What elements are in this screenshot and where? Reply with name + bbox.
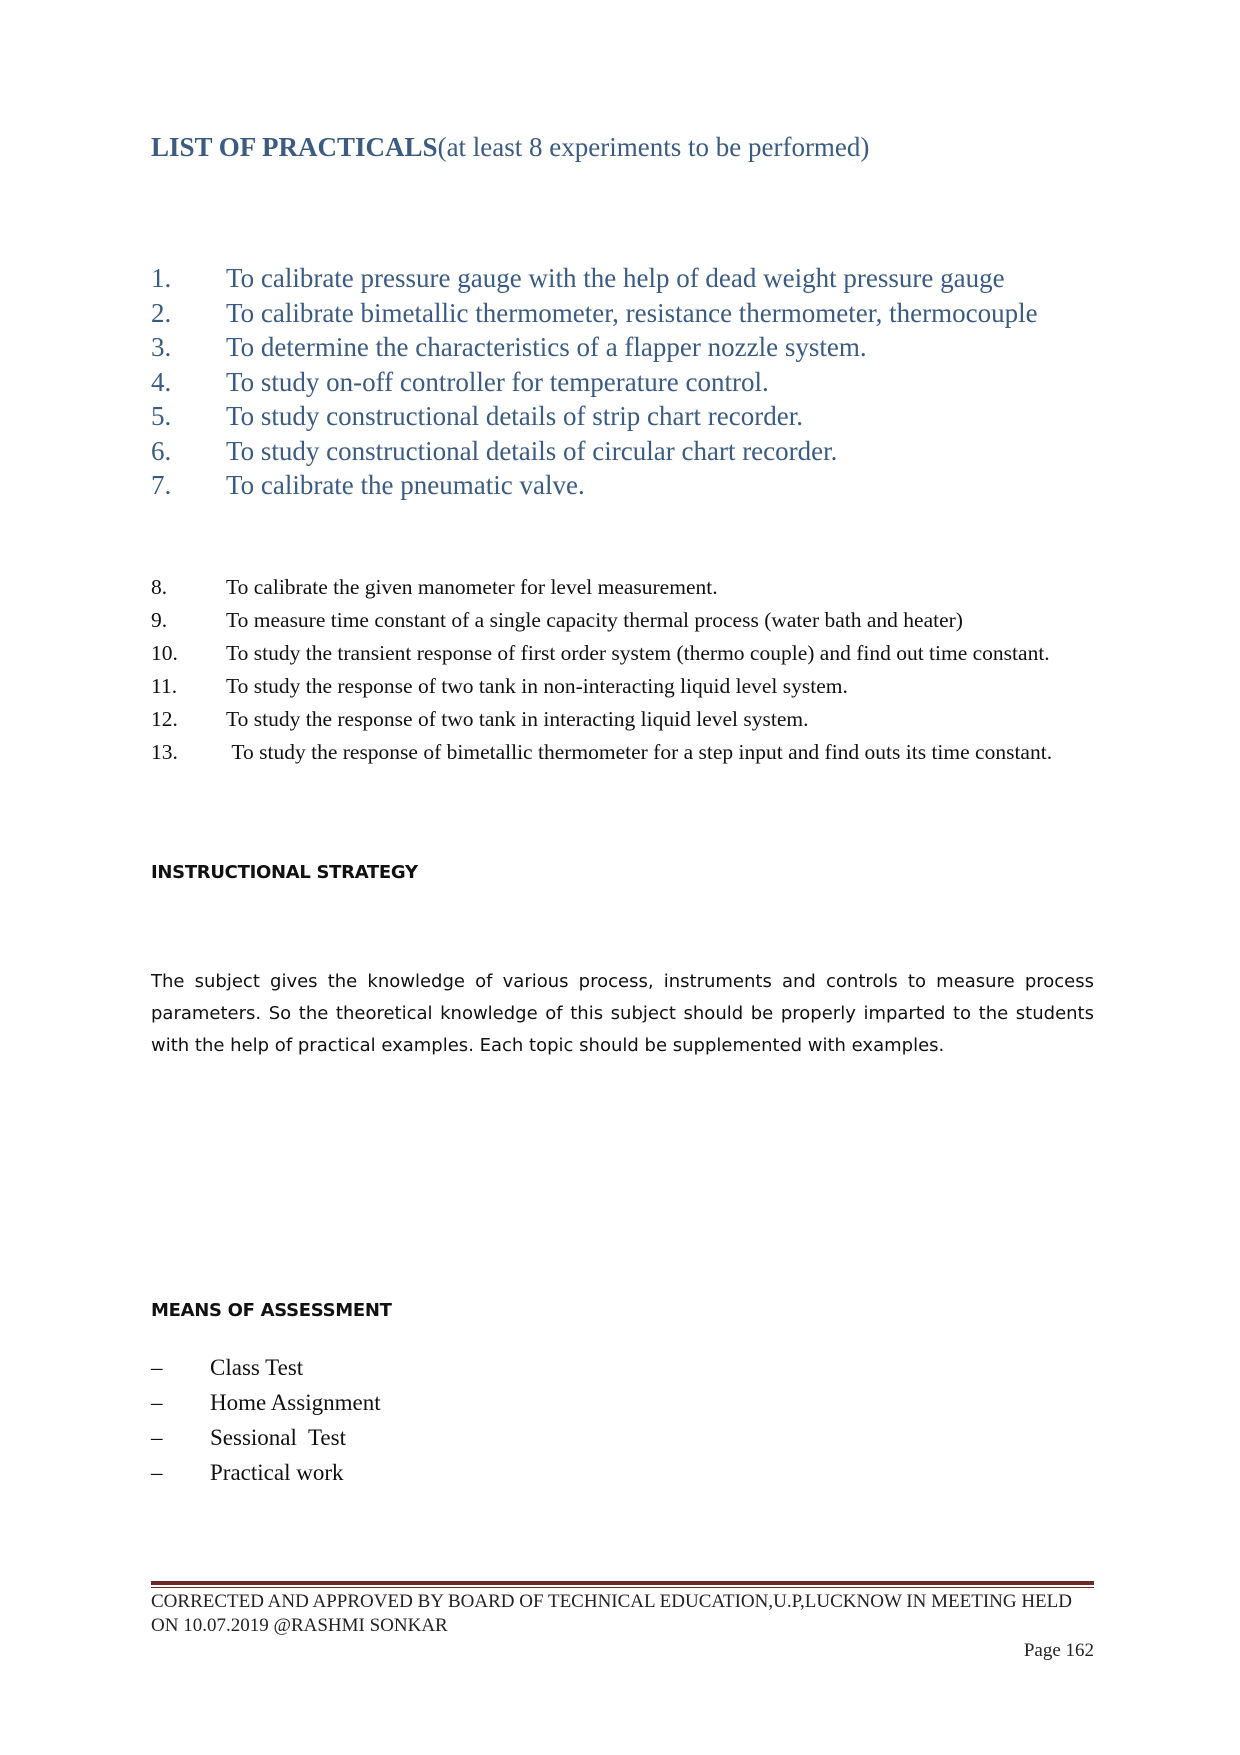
item-number: 9. bbox=[151, 608, 168, 632]
list-item bbox=[151, 330, 1091, 365]
list-item bbox=[151, 637, 1101, 670]
list-item bbox=[151, 1455, 381, 1490]
item-text: To calibrate pressure gauge with the help of dead weight pressure gauge bbox=[226, 263, 1005, 293]
heading-bold: LIST OF PRACTICALS bbox=[151, 132, 438, 162]
practicals-list-black bbox=[151, 571, 1101, 769]
list-item bbox=[151, 736, 1101, 769]
list-item bbox=[151, 399, 1091, 434]
list-item bbox=[151, 365, 1091, 400]
footer-rule-thick bbox=[151, 1581, 1094, 1585]
item-number: 8. bbox=[151, 575, 168, 599]
list-item bbox=[151, 571, 1101, 604]
item-text: To determine the characteristics of a flapper nozzle system. bbox=[226, 332, 867, 362]
item-text: To study on-off controller for temperature control. bbox=[226, 366, 769, 397]
instructional-strategy-title: INSTRUCTIONAL STRATEGY bbox=[151, 862, 418, 883]
dash-bullet: – bbox=[151, 1390, 163, 1415]
page-number: Page 162 bbox=[1023, 1640, 1094, 1661]
item-number: 5. bbox=[151, 401, 172, 431]
list-item bbox=[151, 296, 1091, 331]
dash-bullet: – bbox=[151, 1425, 163, 1450]
list-item bbox=[151, 468, 1091, 503]
means-of-assessment-title: MEANS OF ASSESSMENT bbox=[151, 1300, 392, 1321]
item-text: To study the response of two tank in interacting liquid level system. bbox=[226, 707, 809, 731]
item-text: To calibrate the pneumatic valve. bbox=[226, 470, 585, 500]
list-item bbox=[151, 703, 1101, 736]
item-text: To study the response of two tank in non-interacting liquid level system. bbox=[226, 674, 848, 698]
heading-rest: (at least 8 experiments to be performed) bbox=[437, 132, 870, 162]
footer-rule-thin bbox=[151, 1587, 1094, 1588]
item-text: To study the response of bimetallic thermometer for a step input and find outs its time constant. bbox=[226, 740, 1053, 764]
item-number: 13. bbox=[151, 740, 178, 764]
item-text: To study constructional details of strip chart recorder. bbox=[226, 401, 803, 431]
item-number: 2. bbox=[151, 297, 172, 328]
item-number: 7. bbox=[151, 470, 172, 500]
list-item bbox=[151, 1420, 381, 1455]
item-number: 3. bbox=[151, 332, 172, 362]
item-text: Practical work bbox=[210, 1460, 344, 1485]
item-number: 6. bbox=[151, 435, 172, 466]
practicals-list-blue bbox=[151, 261, 1091, 503]
item-text: Sessional Test bbox=[210, 1425, 346, 1450]
item-text: To study the transient response of first order system (thermo couple) and find out time constant. bbox=[226, 641, 1050, 665]
list-item bbox=[151, 261, 1091, 296]
item-text: Class Test bbox=[210, 1355, 304, 1380]
item-number: 1. bbox=[151, 263, 172, 293]
dash-bullet: – bbox=[151, 1460, 163, 1485]
item-text: To study constructional details of circular chart recorder. bbox=[226, 435, 838, 466]
item-number: 4. bbox=[151, 366, 172, 397]
item-text: To calibrate the given manometer for level measurement. bbox=[226, 575, 718, 599]
list-item bbox=[151, 1350, 381, 1385]
item-text: To calibrate bimetallic thermometer, resistance thermometer, thermocouple bbox=[226, 297, 1038, 328]
assessment-list bbox=[151, 1350, 381, 1490]
list-item bbox=[151, 604, 1101, 637]
dash-bullet: – bbox=[151, 1355, 163, 1380]
item-number: 10. bbox=[151, 641, 178, 665]
item-text: To measure time constant of a single capacity thermal process (water bath and heater) bbox=[226, 608, 963, 632]
instructional-strategy-body: The subject gives the knowledge of various process, instruments and controls to measure process parameters. So the theoretical knowledge of this subject should be properly imparted to the students with the help of practical examples. Each topic should be supplemented with examples. bbox=[151, 971, 1094, 1056]
item-number: 11. bbox=[151, 674, 178, 698]
list-item bbox=[151, 434, 1091, 469]
list-item bbox=[151, 670, 1101, 703]
item-number: 12. bbox=[151, 707, 178, 731]
footer-text: CORRECTED AND APPROVED BY BOARD OF TECHNICAL EDUCATION,U.P,LUCKNOW IN MEETING HELD ON 10.07.2019 @RASHMI SONKAR bbox=[151, 1591, 1072, 1636]
list-item bbox=[151, 1385, 381, 1420]
item-text: Home Assignment bbox=[210, 1390, 381, 1415]
page-heading bbox=[151, 132, 869, 163]
